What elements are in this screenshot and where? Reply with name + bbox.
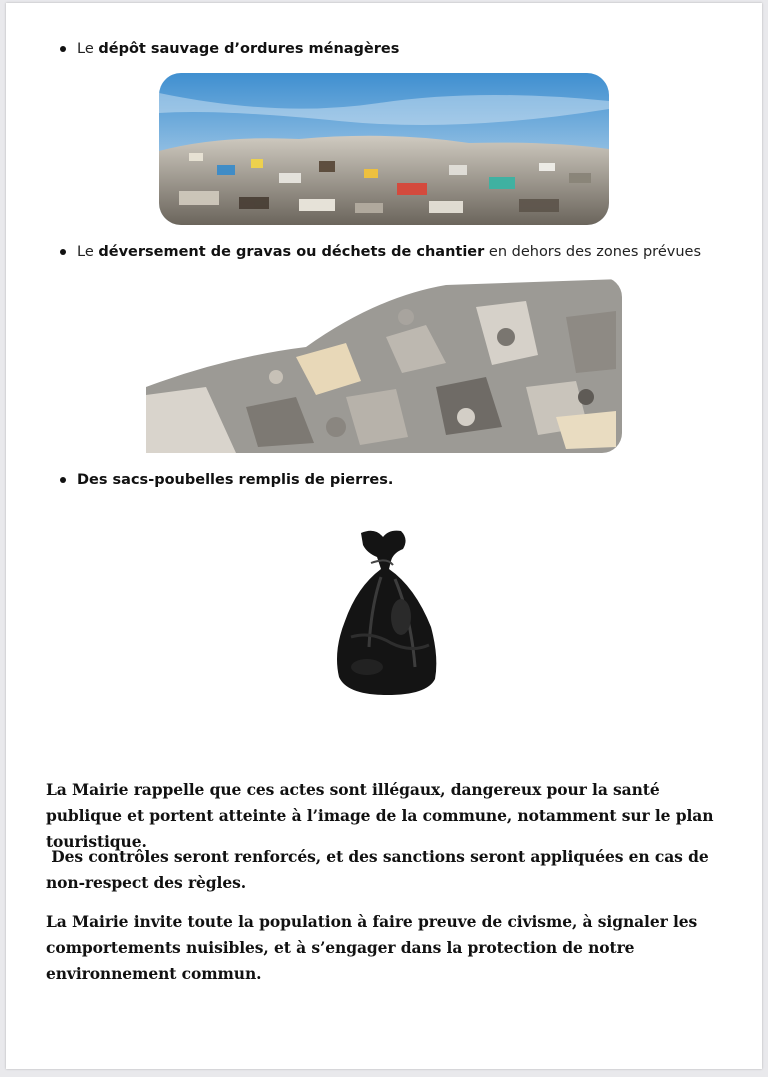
rubble-photo bbox=[146, 277, 622, 453]
bullet-dot bbox=[60, 249, 66, 255]
bullet-dot bbox=[60, 477, 66, 483]
bullet-prefix: Le bbox=[77, 244, 99, 260]
bullet-dot bbox=[60, 46, 66, 52]
paragraph-civism: La Mairie invite toute la population à faire preuve de civisme, à signaler les comportements nuisibles, et à s’engager dans la protection de notre environnement commun. bbox=[46, 912, 698, 983]
bullet-suffix: en dehors des zones prévues bbox=[484, 244, 701, 260]
landfill-photo bbox=[159, 73, 609, 225]
bullet-prefix: Le bbox=[77, 41, 99, 57]
bullet-bold-text: déversement de gravas ou déchets de chantier bbox=[98, 244, 485, 260]
bullet-item-stone-bags bbox=[60, 472, 393, 488]
bullet-bold-text: dépôt sauvage d’ordures ménagères bbox=[98, 41, 400, 57]
bullet-item-construction-waste bbox=[60, 244, 701, 260]
garbage-bag-photo bbox=[331, 527, 443, 699]
bullet-bold-text: Des sacs-poubelles remplis de pierres. bbox=[77, 472, 394, 488]
document-page bbox=[6, 3, 762, 1069]
bullet-item-household-waste bbox=[60, 41, 399, 57]
paragraph-controls: Des contrôles seront renforcés, et des sanctions seront appliquées en cas de non-respect des règles. bbox=[46, 847, 714, 892]
paragraph-mairie-reminder: La Mairie rappelle que ces actes sont illégaux, dangereux pour la santé publique et portent atteinte à l’image de la commune, notamment sur le plan touristique. bbox=[46, 780, 714, 851]
